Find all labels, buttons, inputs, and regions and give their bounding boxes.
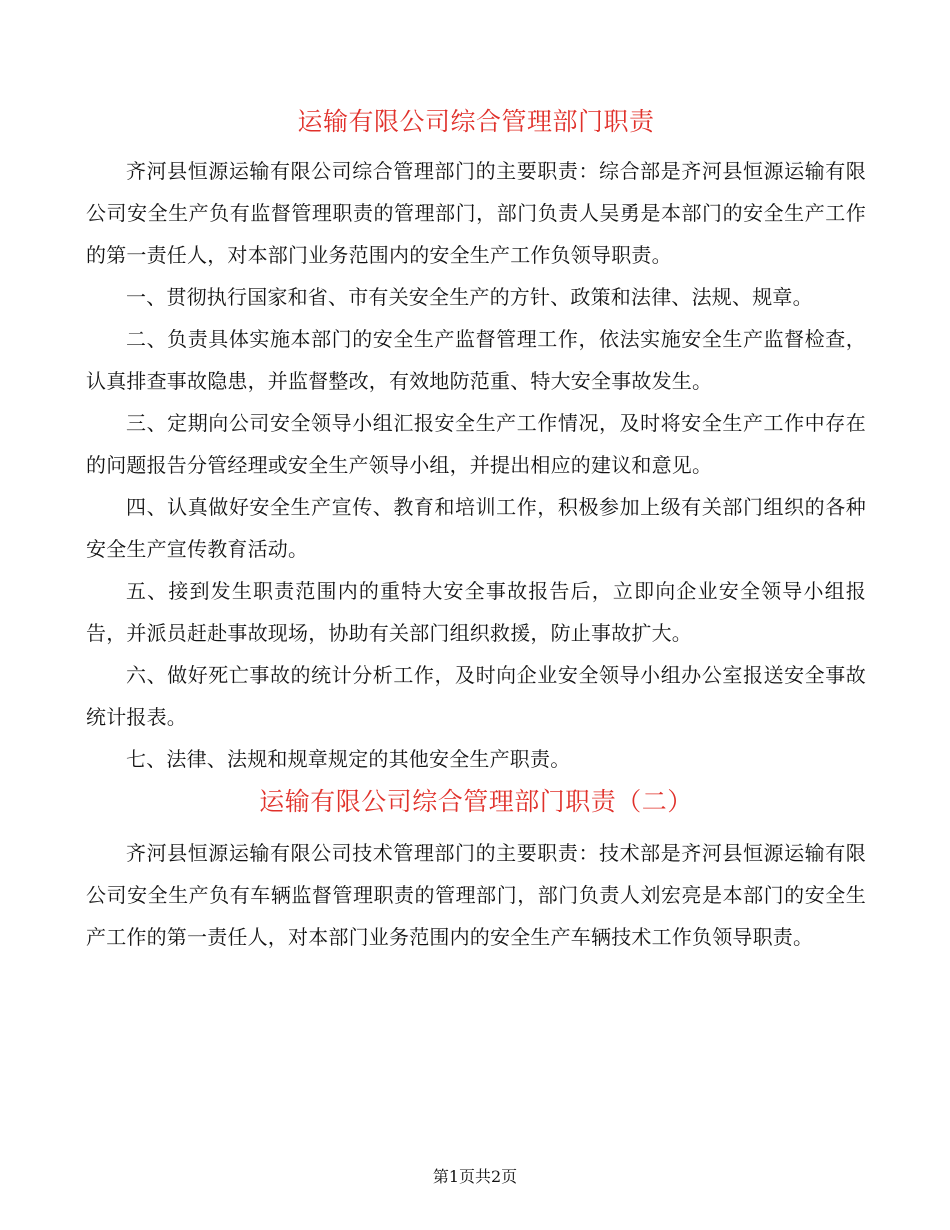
section-1-paragraph-intro: 齐河县恒源运输有限公司综合管理部门的主要职责：综合部是齐河县恒源运输有限公司安全生产负有监督管理职责的管理部门，部门负责人吴勇是本部门的安全生产工作的第一责任人，对本部门业务范围内的安全生产工作负领导职责。 [86, 159, 866, 267]
section-2-paragraph-intro: 齐河县恒源运输有限公司技术管理部门的主要职责：技术部是齐河县恒源运输有限公司安全生产负有车辆监督管理职责的管理部门，部门负责人刘宏亮是本部门的安全生产工作的第一责任人，对本部门业务范围内的安全生产车辆技术工作负领导职责。 [86, 841, 866, 949]
section-1-paragraph-item-3: 三、定期向公司安全领导小组汇报安全生产工作情况，及时将安全生产工作中存在的问题报告分管经理或安全生产领导小组，并提出相应的建议和意见。 [86, 411, 866, 477]
section-1-paragraph-item-4: 四、认真做好安全生产宣传、教育和培训工作，积极参加上级有关部门组织的各种安全生产宣传教育活动。 [86, 495, 866, 561]
page-number: 第1页共2页 [432, 1167, 518, 1186]
section-1-paragraph-item-7: 七、法律、法规和规章规定的其他安全生产职责。 [126, 747, 571, 771]
section-1-paragraph-item-6: 六、做好死亡事故的统计分析工作，及时向企业安全领导小组办公室报送安全事故统计报表。 [86, 663, 866, 729]
section-1-paragraph-item-5: 五、接到发生职责范围内的重特大安全事故报告后，立即向企业安全领导小组报告，并派员赶赴事故现场，协助有关部门组织救援，防止事故扩大。 [86, 579, 866, 645]
section-2-title: 运输有限公司综合管理部门职责（二） [259, 787, 693, 816]
document-content [86, 96, 866, 958]
section-1-title: 运输有限公司综合管理部门职责 [297, 107, 655, 136]
section-1-paragraph-item-1: 一、贯彻执行国家和省、市有关安全生产的方针、政策和法律、法规、规章。 [126, 285, 813, 309]
section-1-paragraph-item-2: 二、负责具体实施本部门的安全生产监督管理工作，依法实施安全生产监督检查，认真排查事故隐患，并监督整改，有效地防范重、特大安全事故发生。 [86, 327, 866, 393]
